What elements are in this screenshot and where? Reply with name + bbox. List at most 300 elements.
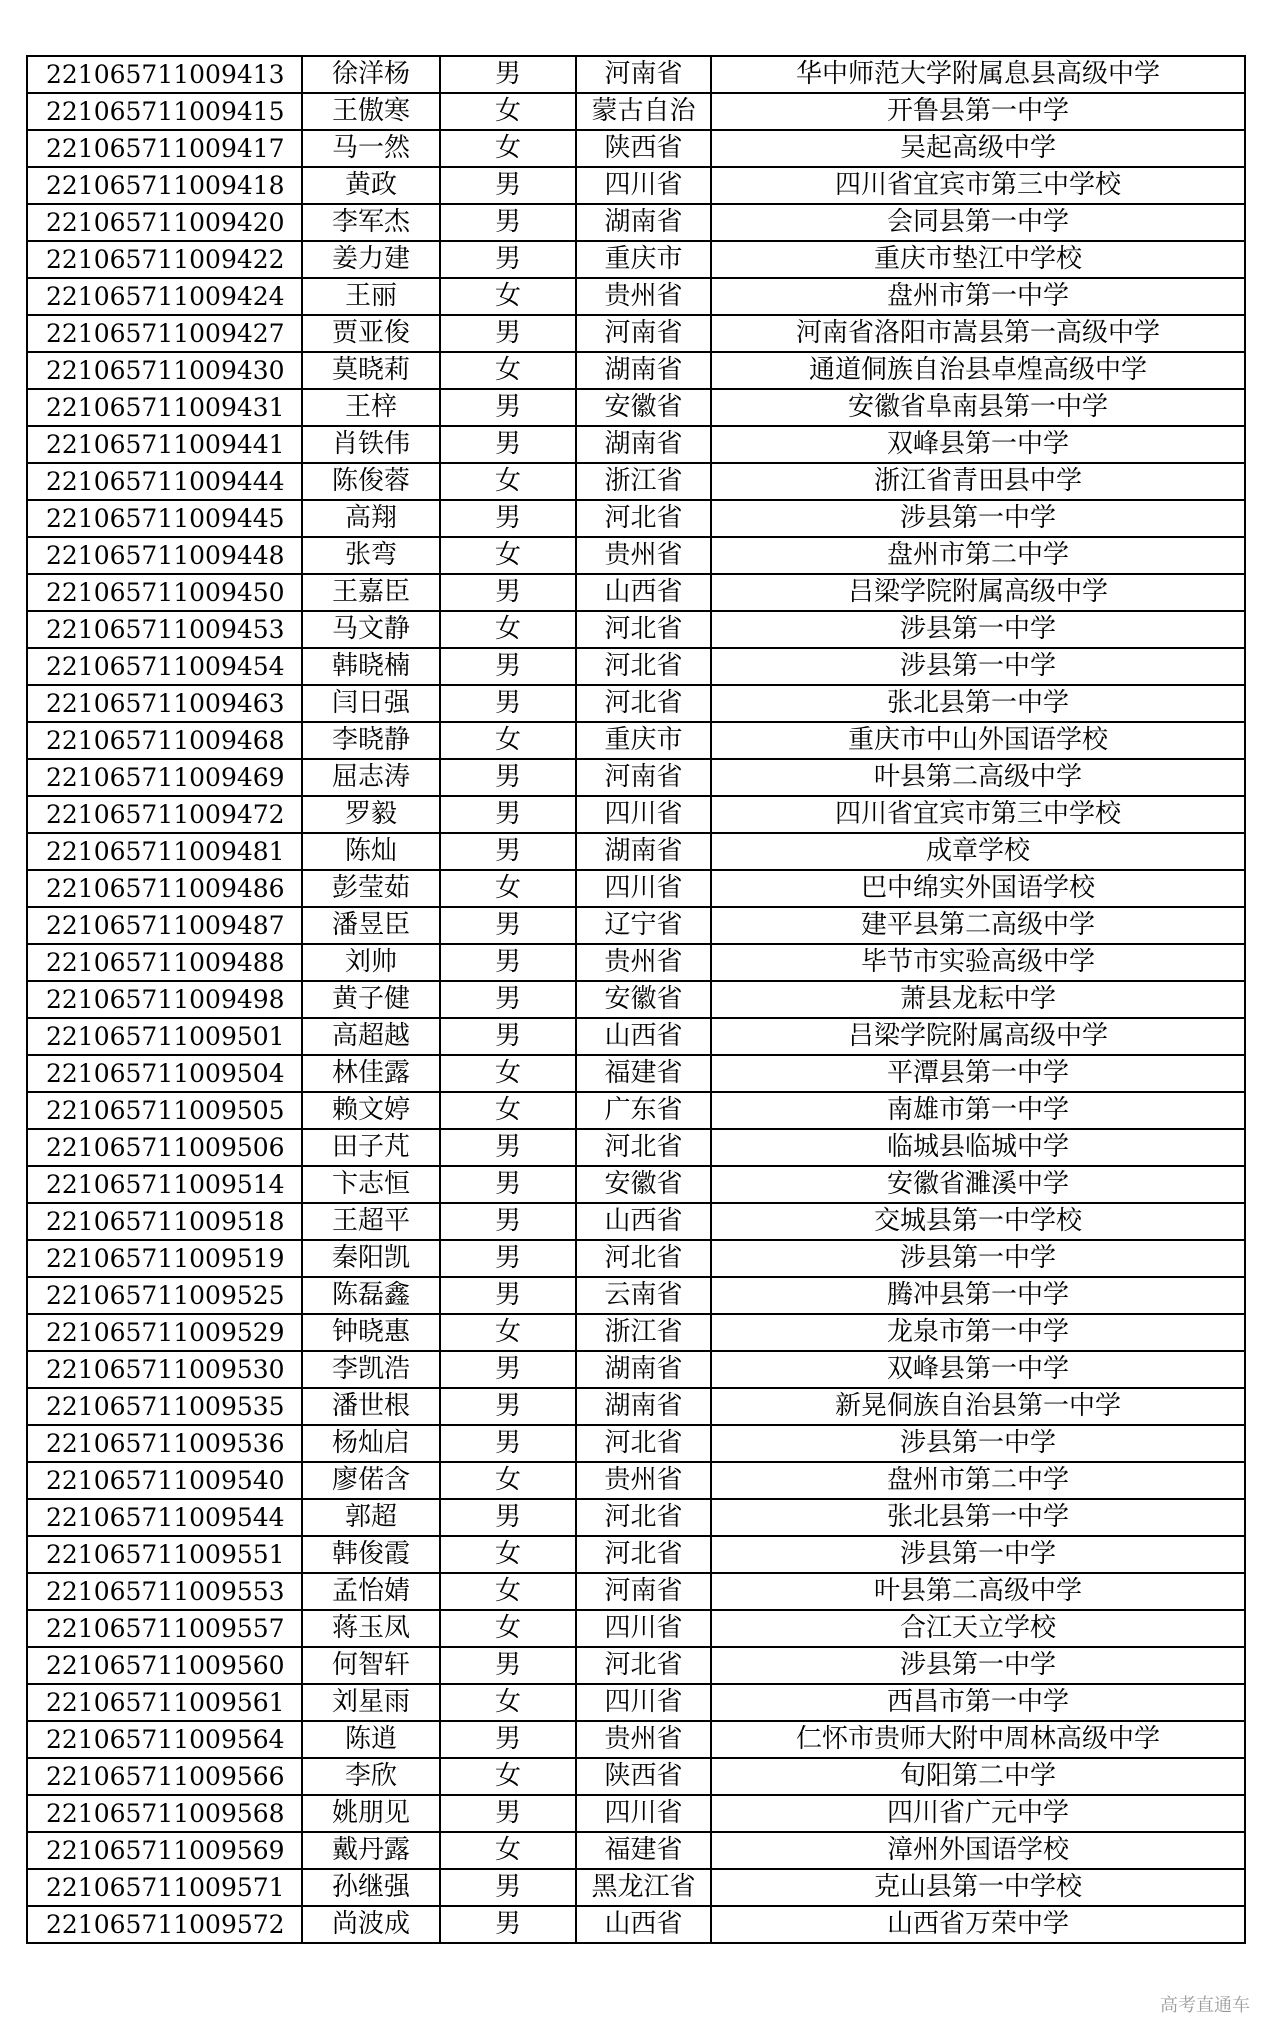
name-cell: 马文静: [302, 611, 440, 648]
exam-id-cell: 221065711009505: [27, 1092, 302, 1129]
province-cell: 福建省: [576, 1055, 711, 1092]
name-cell: 高翔: [302, 500, 440, 537]
gender-cell: 男: [440, 759, 576, 796]
school-cell: 萧县龙耘中学: [711, 981, 1245, 1018]
table-row: [27, 648, 1245, 685]
province-cell: 河南省: [576, 315, 711, 352]
gender-cell: 男: [440, 1906, 576, 1943]
school-cell: 吴起高级中学: [711, 130, 1245, 167]
exam-id-cell: 221065711009420: [27, 204, 302, 241]
gender-cell: 女: [440, 611, 576, 648]
gender-cell: 男: [440, 1869, 576, 1906]
name-cell: 王超平: [302, 1203, 440, 1240]
exam-id-cell: 221065711009560: [27, 1647, 302, 1684]
province-cell: 福建省: [576, 1832, 711, 1869]
table-row: [27, 315, 1245, 352]
exam-id-cell: 221065711009488: [27, 944, 302, 981]
table-row: [27, 56, 1245, 93]
exam-id-cell: 221065711009564: [27, 1721, 302, 1758]
province-cell: 四川省: [576, 1610, 711, 1647]
name-cell: 王傲寒: [302, 93, 440, 130]
province-cell: 四川省: [576, 1684, 711, 1721]
exam-id-cell: 221065711009454: [27, 648, 302, 685]
gender-cell: 男: [440, 426, 576, 463]
school-cell: 克山县第一中学校: [711, 1869, 1245, 1906]
province-cell: 蒙古自治: [576, 93, 711, 130]
gender-cell: 男: [440, 1351, 576, 1388]
exam-id-cell: 221065711009448: [27, 537, 302, 574]
name-cell: 韩俊霞: [302, 1536, 440, 1573]
gender-cell: 女: [440, 1055, 576, 1092]
table-row: [27, 574, 1245, 611]
school-cell: 重庆市垫江中学校: [711, 241, 1245, 278]
name-cell: 姜力建: [302, 241, 440, 278]
table-row: [27, 833, 1245, 870]
table-row: [27, 1758, 1245, 1795]
province-cell: 四川省: [576, 870, 711, 907]
province-cell: 河北省: [576, 500, 711, 537]
province-cell: 重庆市: [576, 722, 711, 759]
exam-id-cell: 221065711009572: [27, 1906, 302, 1943]
name-cell: 李军杰: [302, 204, 440, 241]
school-cell: 涉县第一中学: [711, 611, 1245, 648]
exam-id-cell: 221065711009415: [27, 93, 302, 130]
table-row: [27, 1721, 1245, 1758]
school-cell: 双峰县第一中学: [711, 1351, 1245, 1388]
gender-cell: 男: [440, 1129, 576, 1166]
name-cell: 王梓: [302, 389, 440, 426]
name-cell: 罗毅: [302, 796, 440, 833]
school-cell: 张北县第一中学: [711, 685, 1245, 722]
gender-cell: 男: [440, 1721, 576, 1758]
name-cell: 杨灿启: [302, 1425, 440, 1462]
exam-id-cell: 221065711009413: [27, 56, 302, 93]
school-cell: 漳州外国语学校: [711, 1832, 1245, 1869]
school-cell: 安徽省濉溪中学: [711, 1166, 1245, 1203]
school-cell: 涉县第一中学: [711, 648, 1245, 685]
province-cell: 河北省: [576, 1425, 711, 1462]
province-cell: 陕西省: [576, 130, 711, 167]
province-cell: 河北省: [576, 685, 711, 722]
school-cell: 四川省宜宾市第三中学校: [711, 167, 1245, 204]
table-row: [27, 278, 1245, 315]
province-cell: 河北省: [576, 1499, 711, 1536]
table-row: [27, 1610, 1245, 1647]
school-cell: 新晃侗族自治县第一中学: [711, 1388, 1245, 1425]
name-cell: 陈俊蓉: [302, 463, 440, 500]
school-cell: 叶县第二高级中学: [711, 759, 1245, 796]
gender-cell: 男: [440, 1240, 576, 1277]
gender-cell: 女: [440, 1832, 576, 1869]
name-cell: 陈逍: [302, 1721, 440, 1758]
table-row: [27, 352, 1245, 389]
name-cell: 田子芃: [302, 1129, 440, 1166]
province-cell: 山西省: [576, 1018, 711, 1055]
table-row: [27, 1647, 1245, 1684]
province-cell: 湖南省: [576, 352, 711, 389]
province-cell: 陕西省: [576, 1758, 711, 1795]
school-cell: 涉县第一中学: [711, 1425, 1245, 1462]
school-cell: 涉县第一中学: [711, 1536, 1245, 1573]
gender-cell: 女: [440, 93, 576, 130]
gender-cell: 女: [440, 1314, 576, 1351]
province-cell: 湖南省: [576, 204, 711, 241]
name-cell: 陈磊鑫: [302, 1277, 440, 1314]
gender-cell: 男: [440, 389, 576, 426]
table-row: [27, 722, 1245, 759]
gender-cell: 女: [440, 870, 576, 907]
table-row: [27, 1129, 1245, 1166]
table-row: [27, 870, 1245, 907]
exam-id-cell: 221065711009469: [27, 759, 302, 796]
exam-id-cell: 221065711009468: [27, 722, 302, 759]
table-row: [27, 1536, 1245, 1573]
exam-id-cell: 221065711009463: [27, 685, 302, 722]
school-cell: 涉县第一中学: [711, 1240, 1245, 1277]
gender-cell: 男: [440, 574, 576, 611]
name-cell: 刘星雨: [302, 1684, 440, 1721]
name-cell: 廖偌含: [302, 1462, 440, 1499]
table-row: [27, 907, 1245, 944]
province-cell: 浙江省: [576, 463, 711, 500]
province-cell: 贵州省: [576, 537, 711, 574]
watermark-text: 高考直通车: [1160, 1995, 1250, 2016]
school-cell: 会同县第一中学: [711, 204, 1245, 241]
school-cell: 毕节市实验高级中学: [711, 944, 1245, 981]
table-row: [27, 1573, 1245, 1610]
name-cell: 孟怡婧: [302, 1573, 440, 1610]
table-row: [27, 981, 1245, 1018]
name-cell: 李晓静: [302, 722, 440, 759]
province-cell: 河北省: [576, 1647, 711, 1684]
table-row: [27, 759, 1245, 796]
gender-cell: 男: [440, 907, 576, 944]
name-cell: 蒋玉凤: [302, 1610, 440, 1647]
table-row: [27, 1388, 1245, 1425]
name-cell: 潘世根: [302, 1388, 440, 1425]
gender-cell: 女: [440, 1610, 576, 1647]
name-cell: 彭莹茹: [302, 870, 440, 907]
school-cell: 成章学校: [711, 833, 1245, 870]
table-row: [27, 537, 1245, 574]
name-cell: 卞志恒: [302, 1166, 440, 1203]
exam-id-cell: 221065711009418: [27, 167, 302, 204]
exam-id-cell: 221065711009472: [27, 796, 302, 833]
school-cell: 盘州市第一中学: [711, 278, 1245, 315]
name-cell: 黄政: [302, 167, 440, 204]
gender-cell: 女: [440, 1758, 576, 1795]
province-cell: 河北省: [576, 648, 711, 685]
gender-cell: 男: [440, 500, 576, 537]
school-cell: 双峰县第一中学: [711, 426, 1245, 463]
exam-id-cell: 221065711009536: [27, 1425, 302, 1462]
province-cell: 贵州省: [576, 1462, 711, 1499]
province-cell: 湖南省: [576, 1388, 711, 1425]
exam-id-cell: 221065711009481: [27, 833, 302, 870]
exam-id-cell: 221065711009453: [27, 611, 302, 648]
table-row: [27, 93, 1245, 130]
table-row: [27, 944, 1245, 981]
table-row: [27, 611, 1245, 648]
table-row: [27, 1795, 1245, 1832]
gender-cell: 男: [440, 1277, 576, 1314]
gender-cell: 男: [440, 1203, 576, 1240]
school-cell: 浙江省青田县中学: [711, 463, 1245, 500]
province-cell: 贵州省: [576, 944, 711, 981]
name-cell: 秦阳凯: [302, 1240, 440, 1277]
school-cell: 河南省洛阳市嵩县第一高级中学: [711, 315, 1245, 352]
province-cell: 黑龙江省: [576, 1869, 711, 1906]
name-cell: 高超越: [302, 1018, 440, 1055]
name-cell: 刘帅: [302, 944, 440, 981]
name-cell: 林佳露: [302, 1055, 440, 1092]
exam-id-cell: 221065711009540: [27, 1462, 302, 1499]
exam-id-cell: 221065711009506: [27, 1129, 302, 1166]
province-cell: 河北省: [576, 1240, 711, 1277]
exam-id-cell: 221065711009444: [27, 463, 302, 500]
school-cell: 安徽省阜南县第一中学: [711, 389, 1245, 426]
name-cell: 黄子健: [302, 981, 440, 1018]
school-cell: 巴中绵实外国语学校: [711, 870, 1245, 907]
exam-id-cell: 221065711009450: [27, 574, 302, 611]
exam-id-cell: 221065711009417: [27, 130, 302, 167]
gender-cell: 男: [440, 1018, 576, 1055]
exam-id-cell: 221065711009551: [27, 1536, 302, 1573]
school-cell: 涉县第一中学: [711, 500, 1245, 537]
name-cell: 孙继强: [302, 1869, 440, 1906]
school-cell: 平潭县第一中学: [711, 1055, 1245, 1092]
school-cell: 吕梁学院附属高级中学: [711, 574, 1245, 611]
name-cell: 戴丹露: [302, 1832, 440, 1869]
student-list-body: [27, 56, 1245, 1943]
province-cell: 湖南省: [576, 426, 711, 463]
table-row: [27, 1314, 1245, 1351]
name-cell: 韩晓楠: [302, 648, 440, 685]
gender-cell: 男: [440, 981, 576, 1018]
name-cell: 潘昱臣: [302, 907, 440, 944]
table-row: [27, 1166, 1245, 1203]
province-cell: 四川省: [576, 167, 711, 204]
table-row: [27, 685, 1245, 722]
gender-cell: 女: [440, 722, 576, 759]
gender-cell: 女: [440, 352, 576, 389]
province-cell: 四川省: [576, 796, 711, 833]
school-cell: 华中师范大学附属息县高级中学: [711, 56, 1245, 93]
gender-cell: 女: [440, 130, 576, 167]
exam-id-cell: 221065711009571: [27, 1869, 302, 1906]
province-cell: 山西省: [576, 1203, 711, 1240]
table-row: [27, 241, 1245, 278]
gender-cell: 男: [440, 1499, 576, 1536]
exam-id-cell: 221065711009445: [27, 500, 302, 537]
exam-id-cell: 221065711009553: [27, 1573, 302, 1610]
gender-cell: 男: [440, 796, 576, 833]
exam-id-cell: 221065711009514: [27, 1166, 302, 1203]
exam-id-cell: 221065711009422: [27, 241, 302, 278]
exam-id-cell: 221065711009530: [27, 1351, 302, 1388]
name-cell: 王嘉臣: [302, 574, 440, 611]
exam-id-cell: 221065711009568: [27, 1795, 302, 1832]
table-row: [27, 130, 1245, 167]
gender-cell: 男: [440, 685, 576, 722]
table-row: [27, 1462, 1245, 1499]
school-cell: 建平县第二高级中学: [711, 907, 1245, 944]
name-cell: 王丽: [302, 278, 440, 315]
table-row: [27, 1351, 1245, 1388]
name-cell: 张弯: [302, 537, 440, 574]
province-cell: 河南省: [576, 1573, 711, 1610]
table-row: [27, 1832, 1245, 1869]
school-cell: 叶县第二高级中学: [711, 1573, 1245, 1610]
name-cell: 马一然: [302, 130, 440, 167]
province-cell: 云南省: [576, 1277, 711, 1314]
table-row: [27, 1240, 1245, 1277]
table-row: [27, 1277, 1245, 1314]
gender-cell: 女: [440, 1092, 576, 1129]
province-cell: 重庆市: [576, 241, 711, 278]
table-row: [27, 1684, 1245, 1721]
exam-id-cell: 221065711009504: [27, 1055, 302, 1092]
exam-id-cell: 221065711009487: [27, 907, 302, 944]
gender-cell: 男: [440, 1795, 576, 1832]
school-cell: 山西省万荣中学: [711, 1906, 1245, 1943]
gender-cell: 男: [440, 56, 576, 93]
province-cell: 山西省: [576, 574, 711, 611]
province-cell: 贵州省: [576, 1721, 711, 1758]
province-cell: 四川省: [576, 1795, 711, 1832]
school-cell: 开鲁县第一中学: [711, 93, 1245, 130]
table-row: [27, 500, 1245, 537]
province-cell: 河北省: [576, 1536, 711, 1573]
gender-cell: 男: [440, 648, 576, 685]
name-cell: 陈灿: [302, 833, 440, 870]
gender-cell: 男: [440, 1425, 576, 1462]
school-cell: 南雄市第一中学: [711, 1092, 1245, 1129]
table-row: [27, 1425, 1245, 1462]
exam-id-cell: 221065711009441: [27, 426, 302, 463]
exam-id-cell: 221065711009518: [27, 1203, 302, 1240]
school-cell: 旬阳第二中学: [711, 1758, 1245, 1795]
school-cell: 腾冲县第一中学: [711, 1277, 1245, 1314]
name-cell: 闫日强: [302, 685, 440, 722]
province-cell: 河北省: [576, 611, 711, 648]
name-cell: 何智轩: [302, 1647, 440, 1684]
name-cell: 钟晓惠: [302, 1314, 440, 1351]
school-cell: 西昌市第一中学: [711, 1684, 1245, 1721]
name-cell: 郭超: [302, 1499, 440, 1536]
province-cell: 安徽省: [576, 981, 711, 1018]
gender-cell: 女: [440, 1536, 576, 1573]
school-cell: 仁怀市贵师大附中周林高级中学: [711, 1721, 1245, 1758]
exam-id-cell: 221065711009529: [27, 1314, 302, 1351]
exam-id-cell: 221065711009424: [27, 278, 302, 315]
school-cell: 重庆市中山外国语学校: [711, 722, 1245, 759]
table-row: [27, 1203, 1245, 1240]
table-row: [27, 167, 1245, 204]
gender-cell: 男: [440, 241, 576, 278]
school-cell: 张北县第一中学: [711, 1499, 1245, 1536]
name-cell: 尚波成: [302, 1906, 440, 1943]
school-cell: 涉县第一中学: [711, 1647, 1245, 1684]
gender-cell: 女: [440, 537, 576, 574]
name-cell: 姚朋见: [302, 1795, 440, 1832]
province-cell: 河北省: [576, 1129, 711, 1166]
province-cell: 河南省: [576, 56, 711, 93]
province-cell: 湖南省: [576, 1351, 711, 1388]
province-cell: 山西省: [576, 1906, 711, 1943]
gender-cell: 女: [440, 278, 576, 315]
table-row: [27, 1906, 1245, 1943]
province-cell: 浙江省: [576, 1314, 711, 1351]
exam-id-cell: 221065711009498: [27, 981, 302, 1018]
exam-id-cell: 221065711009544: [27, 1499, 302, 1536]
exam-id-cell: 221065711009430: [27, 352, 302, 389]
school-cell: 交城县第一中学校: [711, 1203, 1245, 1240]
province-cell: 湖南省: [576, 833, 711, 870]
exam-id-cell: 221065711009569: [27, 1832, 302, 1869]
gender-cell: 女: [440, 463, 576, 500]
school-cell: 临城县临城中学: [711, 1129, 1245, 1166]
province-cell: 贵州省: [576, 278, 711, 315]
gender-cell: 男: [440, 944, 576, 981]
gender-cell: 男: [440, 204, 576, 241]
school-cell: 通道侗族自治县卓煌高级中学: [711, 352, 1245, 389]
exam-id-cell: 221065711009535: [27, 1388, 302, 1425]
table-row: [27, 463, 1245, 500]
province-cell: 辽宁省: [576, 907, 711, 944]
gender-cell: 男: [440, 833, 576, 870]
name-cell: 贾亚俊: [302, 315, 440, 352]
gender-cell: 男: [440, 1647, 576, 1684]
exam-id-cell: 221065711009427: [27, 315, 302, 352]
gender-cell: 女: [440, 1684, 576, 1721]
province-cell: 安徽省: [576, 1166, 711, 1203]
table-row: [27, 796, 1245, 833]
gender-cell: 男: [440, 315, 576, 352]
school-cell: 盘州市第二中学: [711, 537, 1245, 574]
exam-id-cell: 221065711009566: [27, 1758, 302, 1795]
school-cell: 盘州市第二中学: [711, 1462, 1245, 1499]
name-cell: 徐洋杨: [302, 56, 440, 93]
school-cell: 吕梁学院附属高级中学: [711, 1018, 1245, 1055]
gender-cell: 女: [440, 1573, 576, 1610]
province-cell: 安徽省: [576, 389, 711, 426]
exam-id-cell: 221065711009431: [27, 389, 302, 426]
table-row: [27, 1092, 1245, 1129]
name-cell: 李欣: [302, 1758, 440, 1795]
exam-id-cell: 221065711009525: [27, 1277, 302, 1314]
school-cell: 龙泉市第一中学: [711, 1314, 1245, 1351]
table-row: [27, 1055, 1245, 1092]
name-cell: 屈志涛: [302, 759, 440, 796]
gender-cell: 男: [440, 1166, 576, 1203]
gender-cell: 女: [440, 1462, 576, 1499]
name-cell: 莫晓莉: [302, 352, 440, 389]
student-list-table: [26, 55, 1246, 1944]
table-row: [27, 1499, 1245, 1536]
name-cell: 李凯浩: [302, 1351, 440, 1388]
school-cell: 合江天立学校: [711, 1610, 1245, 1647]
table-row: [27, 1869, 1245, 1906]
exam-id-cell: 221065711009561: [27, 1684, 302, 1721]
province-cell: 广东省: [576, 1092, 711, 1129]
gender-cell: 男: [440, 167, 576, 204]
exam-id-cell: 221065711009486: [27, 870, 302, 907]
table-row: [27, 426, 1245, 463]
gender-cell: 男: [440, 1388, 576, 1425]
table-row: [27, 389, 1245, 426]
name-cell: 肖铁伟: [302, 426, 440, 463]
